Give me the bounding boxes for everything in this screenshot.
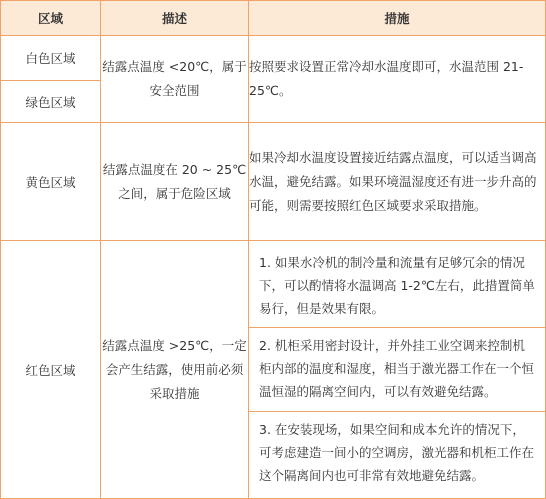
header-zone: 区域	[1, 1, 101, 36]
measure-safe: 按照要求设置正常冷却水温度即可，水温范围 21-25℃。	[249, 36, 546, 123]
zone-red: 红色区域	[1, 241, 101, 499]
description-safe: 结露点温度 <20℃，属于安全范围	[101, 36, 249, 123]
table-row-yellow	[1, 123, 546, 241]
header-description: 描述	[101, 1, 249, 36]
measure-red-list	[249, 241, 546, 499]
measure-red-item: 1. 如果水冷机的制冷量和流量有足够冗余的情况下，可以酌情将水温调高 1-2℃左右，此措置简单易行，但是效果有限。	[259, 254, 535, 316]
measure-red-item: 2. 机柜采用密封设计，并外挂工业空调来控制机柜内部的温度和湿度，相当于激光器工作在一个恒温恒湿的隔离空间内，可以有效避免结露。	[249, 327, 545, 411]
header-measure: 措施	[249, 1, 546, 36]
zone-yellow: 黄色区域	[1, 123, 101, 241]
description-yellow: 结露点温度在 20 ~ 25℃之间，属于危险区域	[101, 123, 249, 241]
table-header-row	[1, 1, 546, 36]
zone-white: 白色区域	[1, 36, 101, 81]
table-row-white	[1, 36, 546, 81]
table-row-red	[1, 241, 546, 499]
measure-yellow: 如果冷却水温度设置接近结露点温度，可以适当调高水温，避免结露。如果环境温湿度还有进一步升高的可能，则需要按照红色区域要求采取措施。	[249, 123, 546, 241]
zone-green: 绿色区域	[1, 81, 101, 123]
description-red: 结露点温度 >25℃，一定会产生结露，使用前必须采取措施	[101, 241, 249, 499]
measure-red-item: 3. 在安装现场，如果空间和成本允许的情况下，可考虑建造一间小的空调房，激光器和机柜工作在这个隔离间内也可非常有效地避免结露。	[249, 411, 545, 495]
